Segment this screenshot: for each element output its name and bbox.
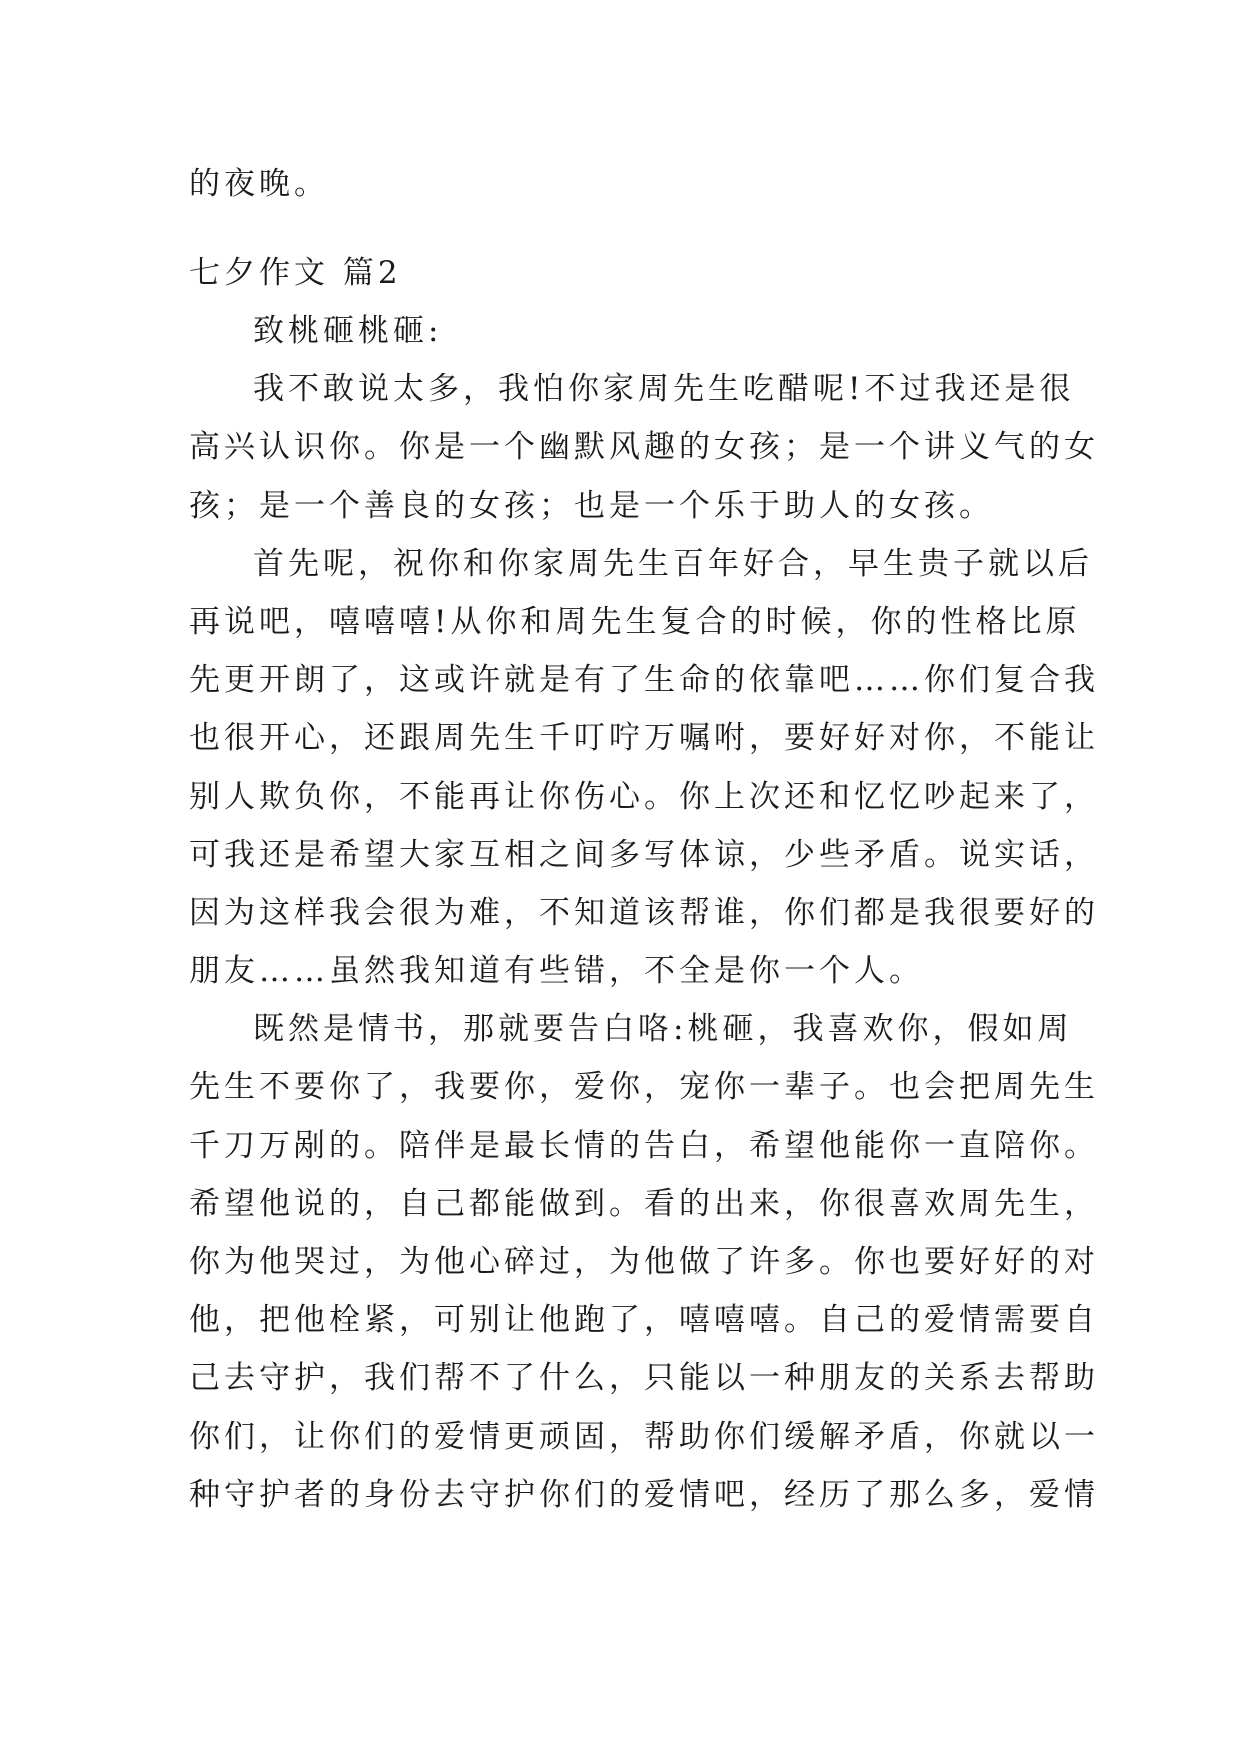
paragraph-line: 首先呢，祝你和你家周先生百年好合，早生贵子就以后 [253, 545, 1093, 582]
paragraph-line: 因为这样我会很为难，不知道该帮谁，你们都是我很要好的 [189, 894, 1099, 931]
paragraph-line: 孩；是一个善良的女孩；也是一个乐于助人的女孩。 [189, 487, 994, 524]
paragraph-line: 先更开朗了，这或许就是有了生命的依靠吧……你们复合我 [189, 662, 1099, 699]
paragraph-line: 再说吧，嘻嘻嘻!从你和周先生复合的时候，你的性格比原 [189, 603, 1081, 640]
paragraph-line: 既然是情书，那就要告白咯:桃砸，我喜欢你，假如周 [253, 1011, 1073, 1048]
paragraph-line: 种守护者的身份去守护你们的爱情吧，经历了那么多，爱情 [189, 1476, 1099, 1513]
paragraph-line: 高兴认识你。你是一个幽默风趣的女孩；是一个讲义气的女 [189, 429, 1099, 466]
paragraph-3 [189, 1000, 1099, 1524]
paragraph-line: 你为他哭过，为他心碎过，为他做了许多。你也要好好的对 [189, 1244, 1099, 1280]
paragraph-line: 先生不要你了，我要你，爱你，宠你一辈子。也会把周先生 [189, 1069, 1099, 1106]
section-heading-block [189, 244, 1059, 302]
paragraph-line: 可我还是希望大家互相之间多写体谅，少些矛盾。说实话， [189, 836, 1099, 873]
paragraph-line: 希望他说的，自己都能做到。看的出来，你很喜欢周先生， [189, 1185, 1099, 1222]
section-heading: 七夕作文 篇2 [189, 255, 402, 291]
salutation: 致桃砸桃砸: [253, 313, 443, 349]
previous-section-ending [189, 155, 1059, 213]
paragraph-line: 我不敢说太多，我怕你家周先生吃醋呢!不过我还是很 [253, 371, 1075, 408]
paragraph-2 [189, 535, 1099, 1001]
paragraph-line: 也很开心，还跟周先生千叮咛万嘱咐，要好好对你，不能让 [189, 720, 1099, 757]
paragraph-line: 别人欺负你，不能再让你伤心。你上次还和忆忆吵起来了， [189, 778, 1099, 815]
ending-line: 的夜晚。 [189, 166, 329, 202]
paragraph-line: 你们，让你们的爱情更顽固，帮助你们缓解矛盾，你就以一 [189, 1418, 1099, 1455]
letter-body [189, 302, 1099, 1524]
paragraph-line: 己去守护，我们帮不了什么，只能以一种朋友的关系去帮助 [189, 1360, 1099, 1397]
paragraph-line: 朋友……虽然我知道有些错，不全是你一个人。 [189, 953, 924, 990]
paragraph-line: 他，把他栓紧，可别让他跑了，嘻嘻嘻。自己的爱情需要自 [189, 1302, 1099, 1339]
paragraph-line: 千刀万剐的。陪伴是最长情的告白，希望他能你一直陪你。 [189, 1127, 1099, 1164]
paragraph-1 [189, 360, 1099, 535]
